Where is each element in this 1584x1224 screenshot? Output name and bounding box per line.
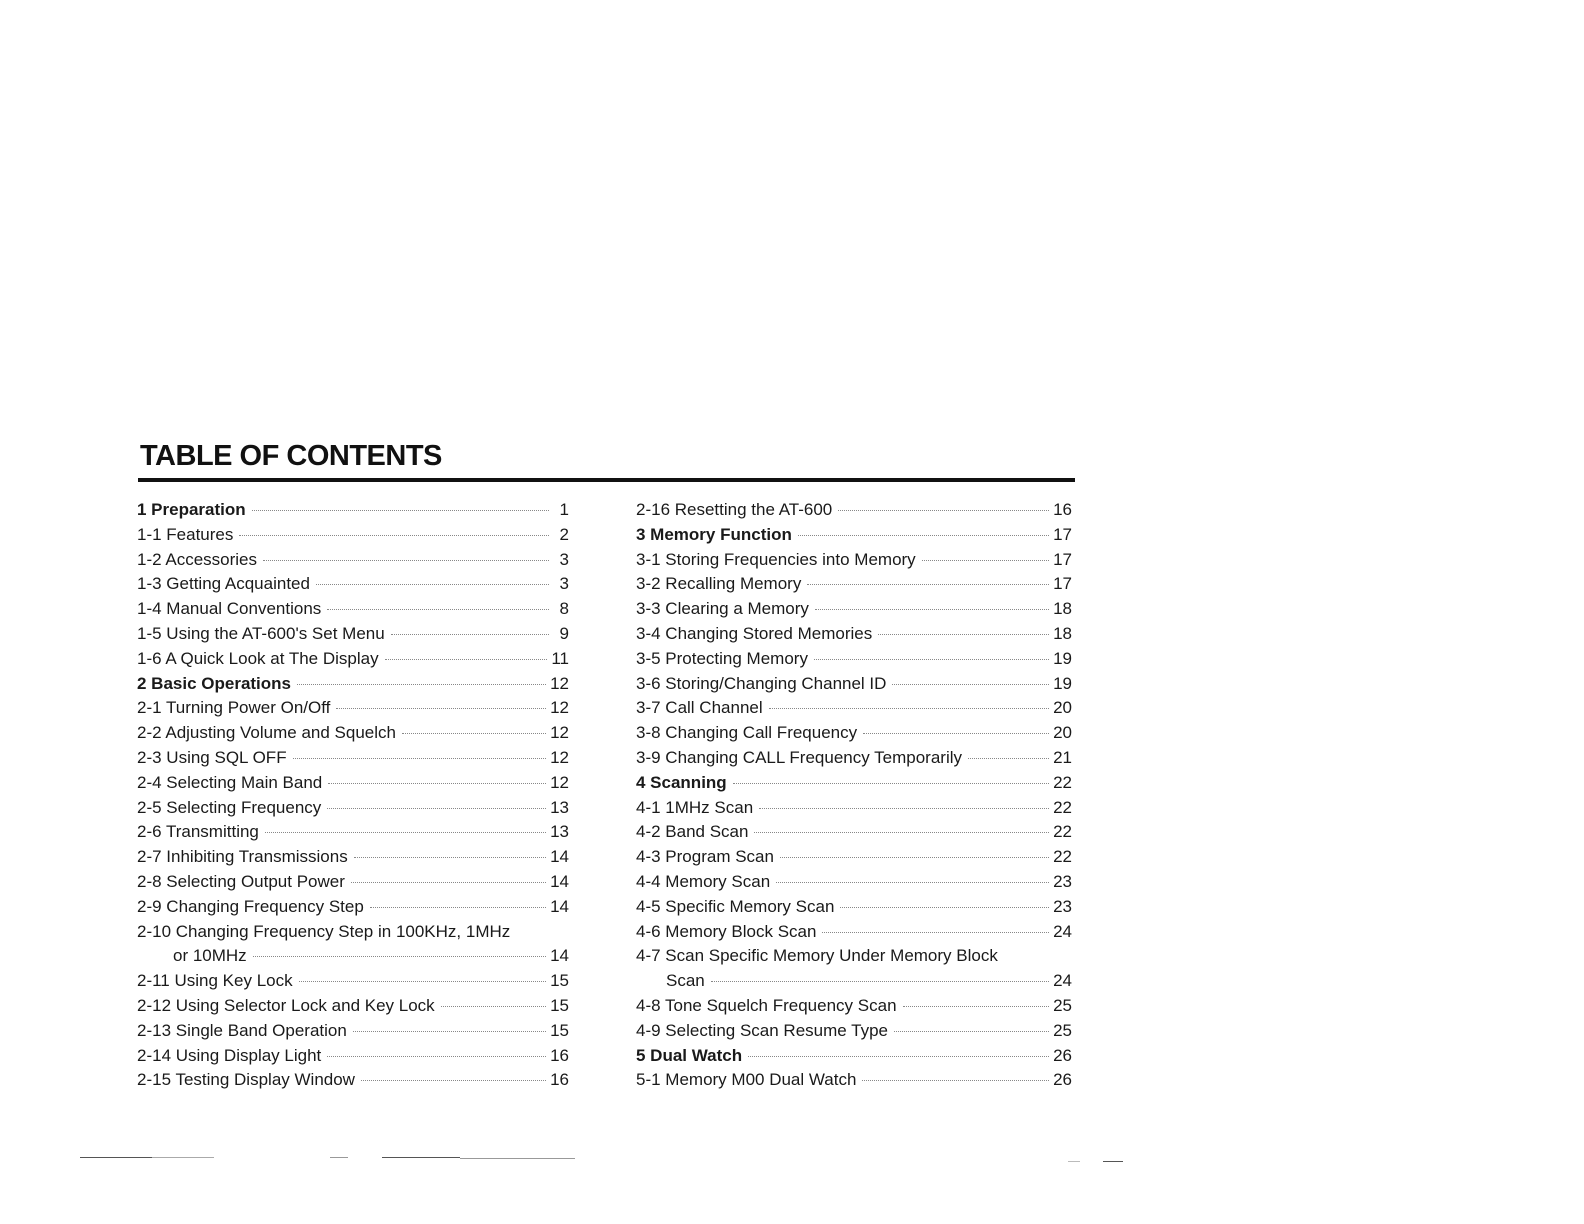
toc-entry-label: 2-10 Changing Frequency Step in 100KHz, 1MHz	[137, 921, 511, 941]
dot-leader	[922, 560, 1049, 561]
toc-page-number: 17	[1053, 524, 1072, 544]
toc-page-number: 15	[550, 995, 569, 1015]
toc-chapter-entry	[636, 1044, 1072, 1069]
toc-page-number: 16	[1053, 500, 1072, 519]
toc-page-number: 2	[559, 524, 569, 544]
toc-entry	[137, 721, 569, 746]
toc-entry	[137, 994, 569, 1019]
toc-entry-label: 2-7 Inhibiting Transmissions	[137, 847, 348, 867]
toc-entry-label: 4-3 Program Scan	[636, 847, 774, 867]
toc-entry-label: 2-5 Selecting Frequency	[137, 797, 322, 817]
toc-page-number: 25	[1053, 995, 1072, 1015]
toc-entry	[636, 672, 1072, 697]
toc-entry	[137, 523, 569, 548]
toc-page-number: 3	[559, 574, 569, 594]
scan-artifact-line	[330, 1157, 348, 1158]
toc-entry-label: 4-7 Scan Specific Memory Under Memory Block	[636, 946, 998, 966]
toc-entry-label: 4-5 Specific Memory Scan	[636, 896, 835, 916]
toc-page-number: 22	[1053, 847, 1072, 867]
page-title: TABLE OF CONTENTS	[140, 440, 442, 472]
toc-entry	[636, 548, 1072, 573]
dot-leader	[903, 1006, 1050, 1007]
toc-entry-label: 4-2 Band Scan	[636, 822, 749, 842]
toc-entry-label: 3-6 Storing/Changing Channel ID	[636, 673, 887, 693]
toc-entry	[137, 771, 569, 796]
toc-entry-label: 2-16 Resetting the AT-600	[636, 500, 833, 519]
toc-entry	[636, 498, 1072, 523]
dot-leader	[253, 956, 546, 957]
dot-leader	[838, 510, 1049, 511]
toc-entry-label: 4-6 Memory Block Scan	[636, 921, 817, 941]
toc-entry-label: 2-9 Changing Frequency Step	[137, 896, 364, 916]
dot-leader	[328, 783, 546, 784]
toc-page-number: 12	[550, 673, 569, 693]
dot-leader	[239, 535, 549, 536]
toc-page-number: 3	[559, 549, 569, 569]
toc-page-number: 15	[550, 1020, 569, 1040]
toc-entry-label: 2 Basic Operations	[137, 673, 292, 693]
toc-entry-continuation: or 10MHz	[173, 946, 247, 966]
toc-entry-label: 4-1 1MHz Scan	[636, 797, 754, 817]
toc-page-number: 11	[551, 648, 569, 668]
dot-leader	[892, 684, 1049, 685]
toc-entry-label: 2-6 Transmitting	[137, 822, 259, 842]
toc-entry	[137, 870, 569, 895]
dot-leader	[336, 708, 546, 709]
toc-chapter-entry	[137, 672, 569, 697]
toc-entry-label: 3-8 Changing Call Frequency	[636, 723, 858, 743]
toc-entry-label: 1-4 Manual Conventions	[137, 599, 322, 619]
scan-artifact-line	[460, 1158, 575, 1159]
toc-page-number: 14	[550, 896, 569, 916]
dot-leader	[814, 659, 1049, 660]
toc-page-number: 18	[1053, 623, 1072, 643]
dot-leader	[807, 584, 1049, 585]
toc-entry	[636, 1019, 1072, 1044]
toc-entry-label: 3-4 Changing Stored Memories	[636, 623, 873, 643]
dot-leader	[769, 708, 1049, 709]
toc-entry	[636, 1068, 1072, 1093]
toc-page-number: 26	[1053, 1045, 1072, 1065]
toc-page-number: 15	[550, 971, 569, 991]
dot-leader	[327, 1056, 546, 1057]
toc-entry	[137, 969, 569, 994]
toc-page-number: 12	[550, 772, 569, 792]
toc-page-number: 12	[550, 723, 569, 743]
toc-page-number: 23	[1053, 871, 1072, 891]
scan-artifact-line	[1068, 1161, 1080, 1162]
toc-entry-label: 3-1 Storing Frequencies into Memory	[636, 549, 916, 569]
toc-entry-label: 2-13 Single Band Operation	[137, 1020, 347, 1040]
toc-page-number: 24	[1053, 971, 1072, 991]
toc-entry-label: 2-12 Using Selector Lock and Key Lock	[137, 995, 435, 1015]
toc-entry	[636, 622, 1072, 647]
toc-entry-label: 3-5 Protecting Memory	[636, 648, 808, 668]
toc-entry	[137, 696, 569, 721]
dot-leader	[968, 758, 1049, 759]
toc-page-number: 24	[1053, 921, 1072, 941]
toc-entry-label: 1-3 Getting Acquainted	[137, 574, 310, 594]
toc-page-number: 12	[550, 747, 569, 767]
toc-entry-continuation: Scan	[666, 971, 705, 991]
toc-page-number: 20	[1053, 698, 1072, 718]
dot-leader	[780, 857, 1049, 858]
dot-leader	[711, 981, 1049, 982]
toc-entry	[636, 572, 1072, 597]
toc-page-number: 1	[559, 500, 569, 519]
toc-page-number: 17	[1053, 574, 1072, 594]
dot-leader	[840, 907, 1049, 908]
toc-entry	[137, 1019, 569, 1044]
toc-entry	[137, 820, 569, 845]
dot-leader	[798, 535, 1049, 536]
toc-entry-label: 4-9 Selecting Scan Resume Type	[636, 1020, 888, 1040]
toc-entry	[636, 820, 1072, 845]
toc-entry	[137, 548, 569, 573]
toc-entry-label: 3-3 Clearing a Memory	[636, 599, 809, 619]
dot-leader	[297, 684, 546, 685]
dot-leader	[402, 733, 546, 734]
toc-entry-label: 4 Scanning	[636, 772, 727, 792]
dot-leader	[759, 808, 1049, 809]
dot-leader	[776, 882, 1049, 883]
toc-page-number: 14	[550, 847, 569, 867]
toc-entry-label: 1-6 A Quick Look at The Display	[137, 648, 379, 668]
toc-chapter-entry	[636, 771, 1072, 796]
toc-entry	[636, 994, 1072, 1019]
toc-entry-label: 2-14 Using Display Light	[137, 1045, 322, 1065]
toc-entry-label: 1-1 Features	[137, 524, 234, 544]
dot-leader	[354, 857, 546, 858]
toc-entry	[137, 796, 569, 821]
toc-entry	[636, 796, 1072, 821]
toc-entry	[636, 647, 1072, 672]
toc-entry	[137, 1044, 569, 1069]
dot-leader	[361, 1080, 546, 1081]
toc-entry-label: 2-15 Testing Display Window	[137, 1070, 355, 1090]
toc-entry-label: 2-3 Using SQL OFF	[137, 747, 287, 767]
dot-leader	[293, 758, 546, 759]
toc-entry-label: 2-1 Turning Power On/Off	[137, 698, 331, 718]
dot-leader	[754, 832, 1049, 833]
toc-chapter-entry	[636, 523, 1072, 548]
dot-leader	[862, 1080, 1049, 1081]
dot-leader	[878, 634, 1049, 635]
toc-page-number: 21	[1053, 747, 1072, 767]
toc-page-number: 9	[559, 623, 569, 643]
toc-page-number: 26	[1053, 1070, 1072, 1090]
toc-entry	[636, 597, 1072, 622]
toc-page-number: 16	[550, 1045, 569, 1065]
toc-page-number: 20	[1053, 723, 1072, 743]
toc-entry	[137, 1068, 569, 1093]
toc-entry	[636, 870, 1072, 895]
toc-entry	[137, 845, 569, 870]
toc-entry	[137, 622, 569, 647]
toc-page-number: 12	[550, 698, 569, 718]
dot-leader	[370, 907, 546, 908]
toc-entry	[137, 944, 569, 969]
toc-entry-label: 3-9 Changing CALL Frequency Temporarily	[636, 747, 963, 767]
scan-artifact-line	[80, 1157, 152, 1158]
dot-leader	[327, 808, 546, 809]
toc-entry-label: 2-11 Using Key Lock	[137, 971, 293, 991]
toc-entry-label: 5 Dual Watch	[636, 1045, 743, 1065]
dot-leader	[815, 609, 1049, 610]
dot-leader	[353, 1031, 546, 1032]
toc-left-column	[137, 498, 569, 1093]
dot-leader	[299, 981, 546, 982]
toc-entry-label: 4-4 Memory Scan	[636, 871, 771, 891]
toc-page-number: 13	[550, 822, 569, 842]
toc-page-number: 14	[550, 871, 569, 891]
dot-leader	[351, 882, 546, 883]
toc-page-number: 13	[550, 797, 569, 817]
dot-leader	[252, 510, 549, 511]
toc-entry-label: 2-4 Selecting Main Band	[137, 772, 323, 792]
toc-page-number: 19	[1053, 673, 1072, 693]
toc-entry	[137, 597, 569, 622]
toc-page-number: 23	[1053, 896, 1072, 916]
toc-page-number: 22	[1053, 822, 1072, 842]
toc-entry-label: 1-5 Using the AT-600's Set Menu	[137, 623, 385, 643]
dot-leader	[263, 560, 549, 561]
toc-entry	[137, 895, 569, 920]
dot-leader	[748, 1056, 1049, 1057]
toc-page-number: 16	[550, 1070, 569, 1090]
toc-page-number: 18	[1053, 599, 1072, 619]
toc-entry-label: 4-8 Tone Squelch Frequency Scan	[636, 995, 897, 1015]
toc-entry-label: 5-1 Memory M00 Dual Watch	[636, 1070, 857, 1090]
scan-artifact-line	[152, 1157, 214, 1158]
toc-entry-label: 3 Memory Function	[636, 524, 792, 544]
toc-page-number: 8	[559, 599, 569, 619]
dot-leader	[316, 584, 549, 585]
toc-entry	[137, 572, 569, 597]
toc-entry	[137, 647, 569, 672]
toc-entry	[636, 895, 1072, 920]
toc-entry-label: 2-8 Selecting Output Power	[137, 871, 345, 891]
toc-page-number: 17	[1053, 549, 1072, 569]
toc-entry-label: 3-7 Call Channel	[636, 698, 763, 718]
toc-chapter-entry	[137, 498, 569, 523]
dot-leader	[822, 932, 1049, 933]
toc-entry	[636, 969, 1072, 994]
dot-leader	[733, 783, 1049, 784]
toc-page-number: 14	[550, 946, 569, 966]
toc-entry	[636, 920, 1072, 945]
toc-page-number: 22	[1053, 797, 1072, 817]
toc-entry-label: 1 Preparation	[137, 500, 246, 519]
toc-page-number: 19	[1053, 648, 1072, 668]
toc-page-number: 22	[1053, 772, 1072, 792]
toc-entry-label: 3-2 Recalling Memory	[636, 574, 802, 594]
scan-artifact-line	[1103, 1161, 1123, 1162]
dot-leader	[385, 659, 548, 660]
toc-page-number: 25	[1053, 1020, 1072, 1040]
dot-leader	[391, 634, 549, 635]
toc-entry-label: 1-2 Accessories	[137, 549, 257, 569]
toc-entry	[636, 721, 1072, 746]
dot-leader	[327, 609, 549, 610]
dot-leader	[441, 1006, 546, 1007]
toc-right-column	[636, 498, 1072, 1093]
toc-entry	[636, 696, 1072, 721]
title-rule	[138, 478, 1075, 482]
dot-leader	[863, 733, 1049, 734]
toc-entry	[137, 746, 569, 771]
toc-entry-label: 2-2 Adjusting Volume and Squelch	[137, 723, 396, 743]
toc-entry	[636, 746, 1072, 771]
toc-entry	[636, 845, 1072, 870]
dot-leader	[265, 832, 546, 833]
scan-artifact-line	[382, 1157, 460, 1158]
dot-leader	[894, 1031, 1049, 1032]
